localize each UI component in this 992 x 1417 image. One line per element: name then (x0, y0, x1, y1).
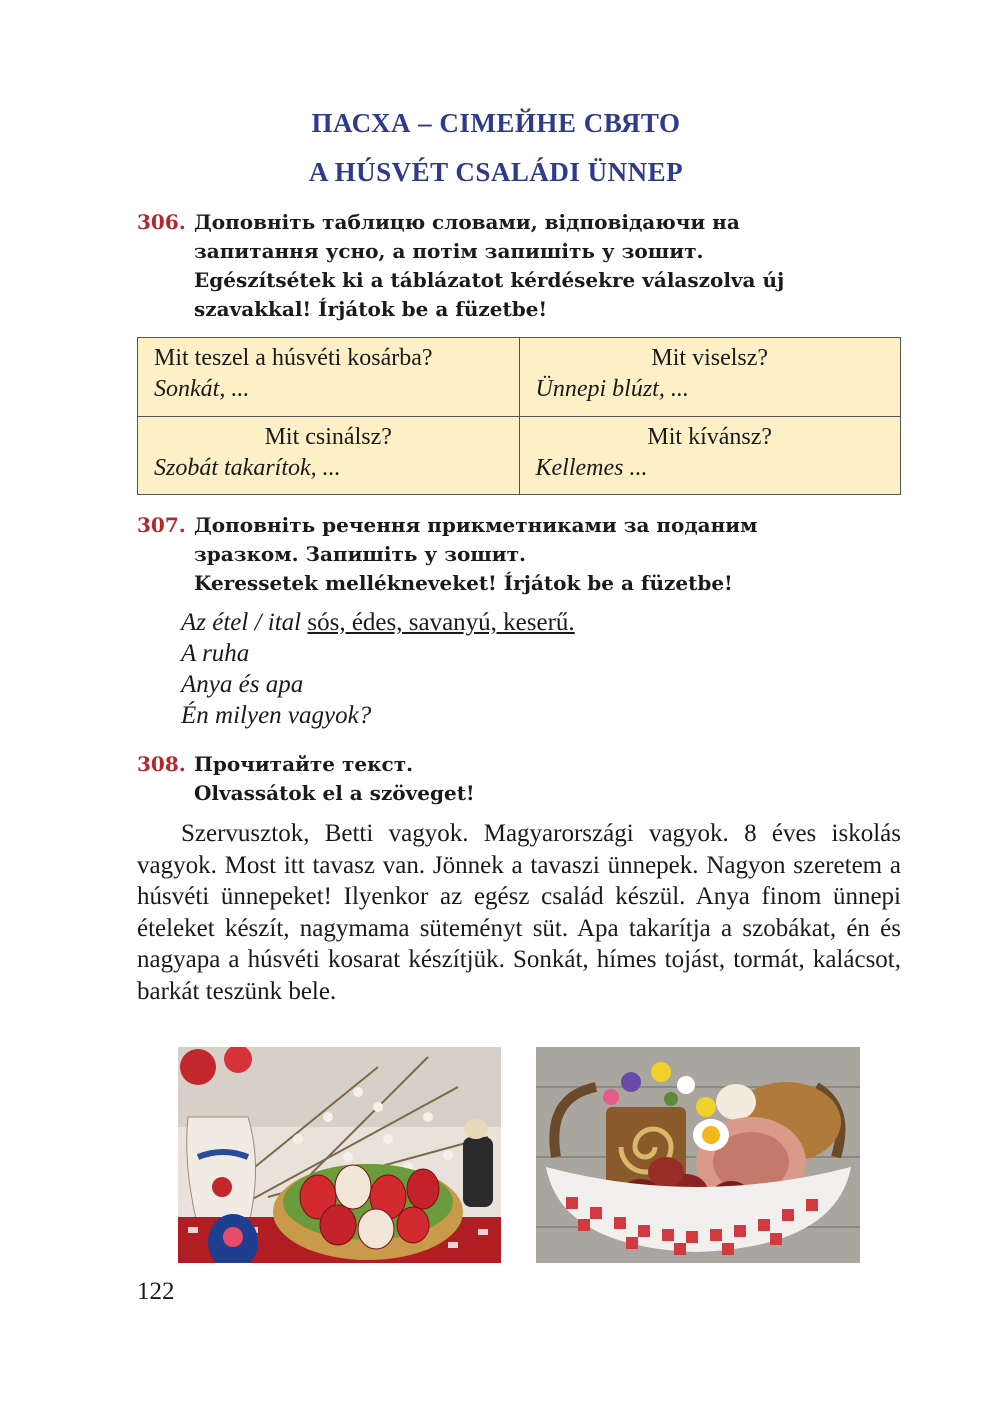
table-question: Mit viselsz? (651, 345, 769, 371)
exercise-number: 308. (137, 752, 186, 776)
table-answer: Kellemes ... (535, 454, 648, 481)
instruction-line: Egészítsétek ki a táblázatot kérdésekre válaszolva új (194, 268, 785, 292)
example-answer: sós, édes, savanyú, keserű. (307, 609, 575, 636)
instruction-line: Прочитайте текст. (194, 752, 414, 776)
instruction-line: Доповніть речення прикметниками за поданим (194, 513, 758, 537)
title-hungarian: A HÚSVÉT CSALÁDI ÜNNEP (308, 157, 684, 187)
table-question: Mit teszel a húsvéti kosárba? (154, 345, 433, 371)
exercise-308 (137, 750, 867, 808)
easter-basket-illustration (536, 1047, 860, 1263)
table-cell (138, 338, 520, 417)
table-answer: Sonkát, ... (154, 376, 250, 402)
instruction-line: Доповніть таблицю словами, відповідаючи на (194, 210, 740, 234)
reading-text: Szervusztok, Betti vagyok. Magyarországi vagyok. 8 éves iskolás vagyok. Most itt tavasz van. Jönnek a tavaszi ünnepek. Nagyon szeretem a húsvéti ünnepeket! Ilyenkor az egész család készül. Anya finom ünnepi ételeket készít, nagymama süteményt süt. Apa takarítja a szobákat, én és nagyapa a húsvéti kosarat készítjük. Sonkát, hímes tojást, tormát, kalácsot, barkát teszünk bele. (137, 820, 901, 1005)
instruction-line: запитання усно, а потім запишіть у зошит. (194, 239, 704, 263)
easter-eggs-illustration (178, 1047, 501, 1263)
example-sentences (181, 607, 781, 731)
instruction-line: Olvassátok el a szöveget! (194, 781, 475, 805)
easter-basket-photo (536, 1047, 860, 1263)
example-item: Én milyen vagyok? (181, 702, 372, 729)
example-item: A ruha (181, 640, 250, 667)
example-subject: Az étel / ital (181, 609, 302, 636)
vocabulary-table (137, 337, 901, 495)
title-ukrainian: ПАСХА – СІМЕЙНЕ СВЯТО (311, 108, 681, 138)
easter-eggs-photo (178, 1047, 501, 1263)
instruction-line: зразком. Запишіть у зошит. (194, 542, 526, 566)
instruction-line: Keressetek mellékneveket! Írjátok be a füzetbe! (194, 571, 733, 595)
table-cell (519, 338, 901, 417)
page-number: 122 (137, 1278, 175, 1305)
table-answer: Ünnepi blúzt, ... (535, 376, 689, 402)
table-question: Mit csinálsz? (264, 423, 392, 450)
exercise-307 (137, 511, 867, 598)
table-cell (138, 416, 520, 495)
example-item: Anya és apa (181, 671, 304, 698)
table-question: Mit kívánsz? (647, 423, 773, 450)
table-cell (519, 416, 901, 495)
exercise-number: 307. (137, 513, 186, 537)
exercise-306 (137, 208, 867, 324)
instruction-line: szavakkal! Írjátok be a füzetbe! (194, 297, 548, 321)
exercise-number: 306. (137, 210, 186, 234)
example-line (181, 607, 781, 638)
table-answer: Szobát takarítok, ... (154, 454, 341, 481)
